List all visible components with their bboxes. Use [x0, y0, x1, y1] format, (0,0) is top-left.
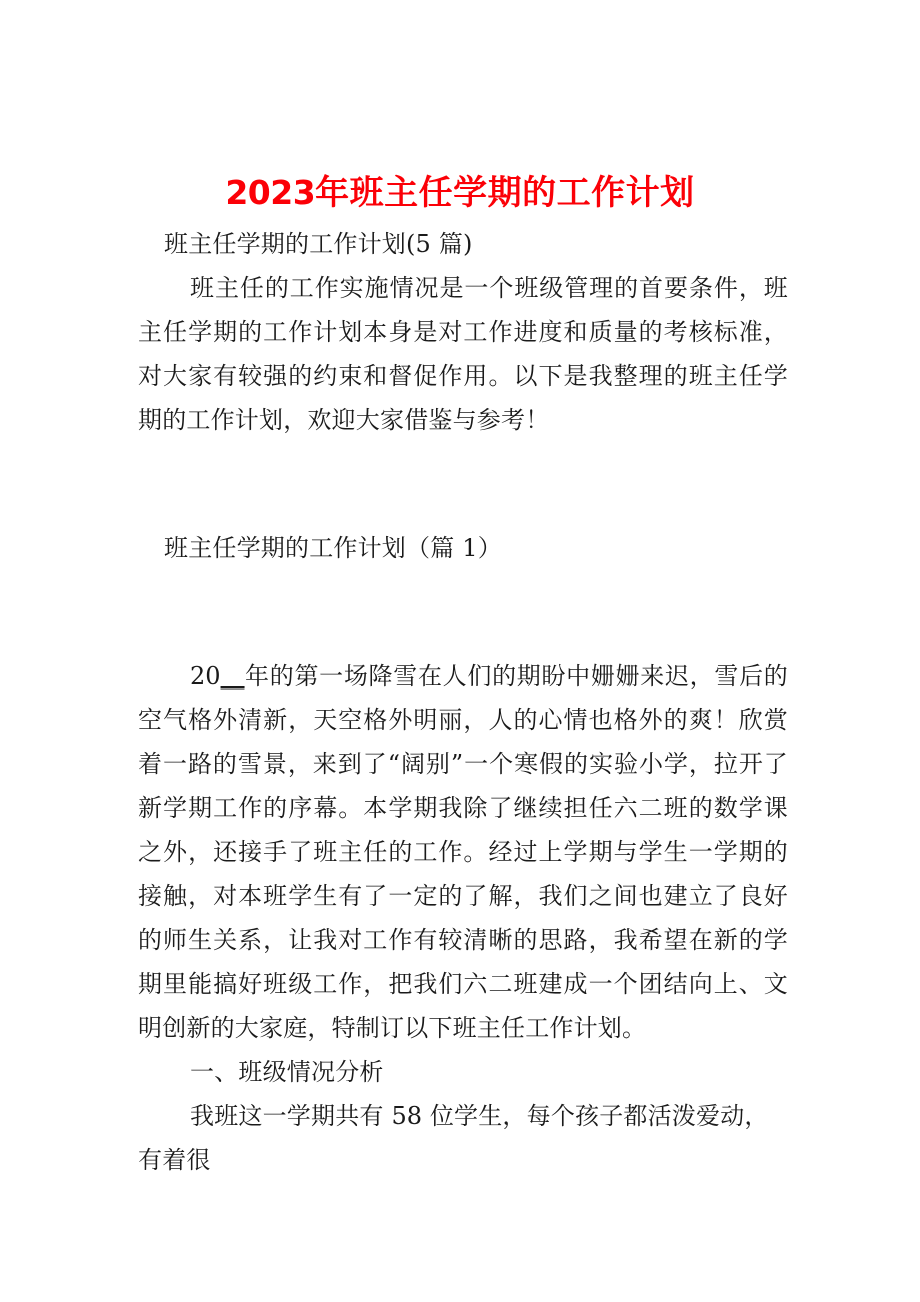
analysis-paragraph-tail: 有着很 — [138, 1146, 211, 1174]
main-paragraph-text: 年的第一场降雪在人们的期盼中姗姗来迟，雪后的空气格外清新，天空格外明丽，人的心情也格外的爽！欣赏着一路的雪景，来到了“阔别”一个寒假的实验小学，拉开了新学期工作的序幕。本学期我除了继续担任六二班的数学课之外，还接手了班主任的工作。经过上学期与学生一学期的接触，对本班学生有了一定的了解，我们之间也建立了良好的师生关系，让我对工作有较清晰的思路，我希望在新的学期里能搞好班级工作，把我们六二班建成一个团结向上、文明创新的大家庭，特制订以下班主任工作计划。 — [138, 662, 788, 1042]
analysis-paragraph-rest: 位学生，每个孩子都活泼爱动， — [421, 1102, 769, 1130]
main-paragraph-year-blank: __ — [220, 662, 245, 690]
spacer-after-section-heading — [138, 570, 788, 654]
analysis-paragraph — [138, 1094, 788, 1138]
page-title-text: 年班主任学期的工作计划 — [315, 172, 695, 213]
subtitle-line: 班主任学期的工作计划(5 篇) — [164, 230, 473, 258]
section-heading: 班主任学期的工作计划（篇 1） — [164, 534, 502, 562]
main-paragraph-year-prefix: 20 — [190, 662, 221, 690]
analysis-heading: 一、班级情况分析 — [190, 1058, 384, 1086]
spacer-before-section-heading — [138, 442, 788, 526]
page-title-year: 2023 — [225, 172, 316, 212]
document-body — [138, 222, 788, 1182]
page-title — [0, 171, 920, 215]
main-paragraph — [138, 654, 788, 1050]
intro-paragraph: 班主任的工作实施情况是一个班级管理的首要条件，班主任学期的工作计划本身是对工作进度和质量的考核标准，对大家有较强的约束和督促作用。以下是我整理的班主任学期的工作计划，欢迎大家借鉴与参考！ — [138, 274, 788, 434]
analysis-paragraph-lead: 我班这一学期共有 — [190, 1102, 392, 1130]
student-count: 58 — [391, 1102, 422, 1130]
